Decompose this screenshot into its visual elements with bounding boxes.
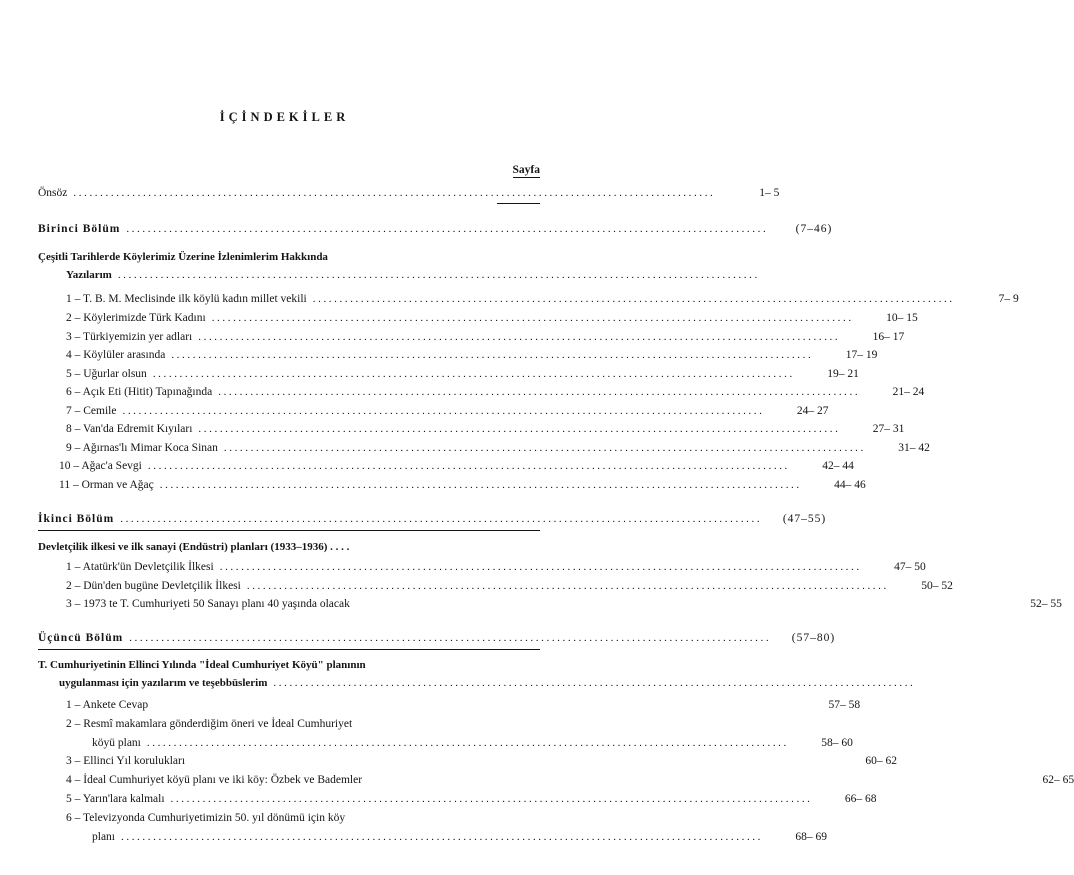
toc-subhead-ucuncu-line1: T. Cumhuriyetinin Ellinci Yılında "İdeal Cumhuriyet Köyü" planının bbox=[38, 659, 366, 671]
leader-dots: ........................................................................................................................ bbox=[117, 269, 760, 281]
toc-item[interactable]: 8 – Van'da Edremit Kıyıları ........................................................................................................................ 27– 31 bbox=[66, 423, 905, 435]
leader-dots: ........................................................................................................................ bbox=[198, 331, 841, 343]
toc-item[interactable]: 2 – Resmî makamlara gönderdiğim öneri ve İdeal Cumhuriyet bbox=[66, 718, 353, 730]
page-range: (57–80) bbox=[791, 632, 836, 644]
leader-dots: ........................................................................................................................ bbox=[120, 513, 763, 525]
toc-item[interactable]: 10 – Ağac'a Sevgi ........................................................................................................................ 42– 44 bbox=[59, 460, 854, 472]
toc-item[interactable]: 2 – Köylerimizde Türk Kadını ........................................................................................................................ 10– 15 bbox=[66, 312, 918, 324]
page-title: İÇİNDEKİLER bbox=[219, 110, 350, 124]
toc-item-continued[interactable]: planı ........................................................................................................................ 68– 69 bbox=[92, 831, 827, 843]
toc-item[interactable]: 6 – Televizyonda Cumhuriyetimizin 50. yıl dönümü için köy bbox=[66, 812, 346, 824]
toc-section-ucuncu[interactable] bbox=[38, 631, 836, 645]
leader-dots: ........................................................................................................................ bbox=[170, 793, 813, 805]
leader-dots: ........................................................................................................................ bbox=[273, 677, 916, 689]
toc-subhead-ucuncu-line2: uygulanması için yazılarım ve teşebbüslerim ........................................................................................................................ bbox=[59, 677, 916, 689]
leader-dots: ........................................................................................................................ bbox=[219, 561, 862, 573]
toc-section-birinci[interactable] bbox=[38, 222, 833, 236]
leader-dots: ........................................................................................................................ bbox=[211, 312, 854, 324]
toc-item[interactable]: 2 – Dün'den bugüne Devletçilik İlkesi ........................................................................................................................ 50– 52 bbox=[66, 580, 953, 592]
toc-section-ikinci[interactable] bbox=[38, 512, 827, 526]
leader-dots: ........................................................................................................................ bbox=[223, 442, 866, 454]
page-column-header: Sayfa bbox=[512, 164, 540, 176]
toc-item[interactable]: 4 – Köylüler arasında ........................................................................................................................ 17– 19 bbox=[66, 349, 878, 361]
toc-subhead-ikinci: Devletçilik ilkesi ve ilk sanayi (Endüstri) planları (1933–1936) . . . . bbox=[38, 541, 350, 553]
toc-item[interactable]: 3 – 1973 te T. Cumhuriyeti 50 Sanayı planı 40 yaşında olacak 52– 55 bbox=[66, 598, 1062, 610]
section-label: İkinci Bölüm bbox=[38, 513, 115, 525]
leader-dots: ........................................................................................................................ bbox=[152, 368, 795, 380]
toc-item[interactable]: 6 – Açık Eti (Hitit) Tapınağında ........................................................................................................................ 21– 24 bbox=[66, 386, 925, 398]
toc-item[interactable]: 5 – Uğurlar olsun ........................................................................................................................ 19– 21 bbox=[66, 368, 859, 380]
leader-dots: ........................................................................................................................ bbox=[121, 831, 763, 843]
entry-label: Önsöz bbox=[38, 187, 68, 199]
page-number: 1– 5 bbox=[759, 187, 780, 199]
toc-item[interactable]: 1 – Atatürk'ün Devletçilik İlkesi ........................................................................................................................ 47– 50 bbox=[66, 561, 926, 573]
toc-item[interactable]: 3 – Türkiyemizin yer adları ........................................................................................................................ 16– 17 bbox=[66, 331, 905, 343]
leader-dots: ........................................................................................................................ bbox=[218, 386, 861, 398]
toc-entry-onsoz[interactable] bbox=[38, 186, 780, 200]
divider bbox=[38, 649, 540, 650]
toc-item-continued[interactable]: köyü planı ........................................................................................................................ 58– 60 bbox=[92, 737, 853, 749]
leader-dots: ........................................................................................................................ bbox=[73, 187, 716, 199]
leader-dots: ........................................................................................................................ bbox=[147, 460, 790, 472]
divider bbox=[38, 530, 540, 531]
leader-dots: ........................................................................................................................ bbox=[198, 423, 841, 435]
toc-item[interactable]: 3 – Ellinci Yıl korulukları 60– 62 bbox=[66, 755, 898, 767]
toc-subhead-birinci-line1: Çeşitli Tarihlerde Köylerimiz Üzerine İzlenimlerim Hakkında bbox=[38, 251, 328, 263]
leader-dots: ........................................................................................................................ bbox=[171, 349, 814, 361]
toc-item[interactable]: 1 – Ankete Cevap 57– 58 bbox=[66, 699, 861, 711]
leader-dots: ........................................................................................................................ bbox=[146, 737, 789, 749]
section-label: Üçüncü Bölüm bbox=[38, 632, 124, 644]
toc-item[interactable]: 5 – Yarın'lara kalmalı ........................................................................................................................ 66– 68 bbox=[66, 793, 877, 805]
leader-dots: ........................................................................................................................ bbox=[122, 405, 765, 417]
toc-item[interactable]: 7 – Cemile ........................................................................................................................ 24– 27 bbox=[66, 405, 829, 417]
section-label: Birinci Bölüm bbox=[38, 223, 121, 235]
leader-dots: ........................................................................................................................ bbox=[246, 580, 889, 592]
leader-dots: ........................................................................................................................ bbox=[159, 479, 802, 491]
toc-item[interactable]: 11 – Orman ve Ağaç ........................................................................................................................ 44– 46 bbox=[59, 479, 866, 491]
toc-item[interactable]: 1 – T. B. M. Meclisinde ilk köylü kadın millet vekili ........................................................................................................................ 7– 9 bbox=[66, 293, 1019, 305]
divider bbox=[497, 203, 540, 204]
leader-dots: ........................................................................................................................ bbox=[129, 632, 772, 644]
page-range: (7–46) bbox=[795, 223, 833, 235]
leader-dots: ........................................................................................................................ bbox=[312, 293, 955, 305]
leader-dots: ........................................................................................................................ bbox=[126, 223, 769, 235]
toc-item[interactable]: 9 – Ağırnas'lı Mimar Koca Sinan ........................................................................................................................ 31– 42 bbox=[66, 442, 930, 454]
toc-subhead-birinci-line2: Yazılarım ........................................................................................................................ bbox=[66, 269, 760, 281]
toc-item[interactable]: 4 – İdeal Cumhuriyet köyü planı ve iki köy: Özbek ve Bademler 62– 65 bbox=[66, 774, 1074, 786]
page-range: (47–55) bbox=[782, 513, 827, 525]
